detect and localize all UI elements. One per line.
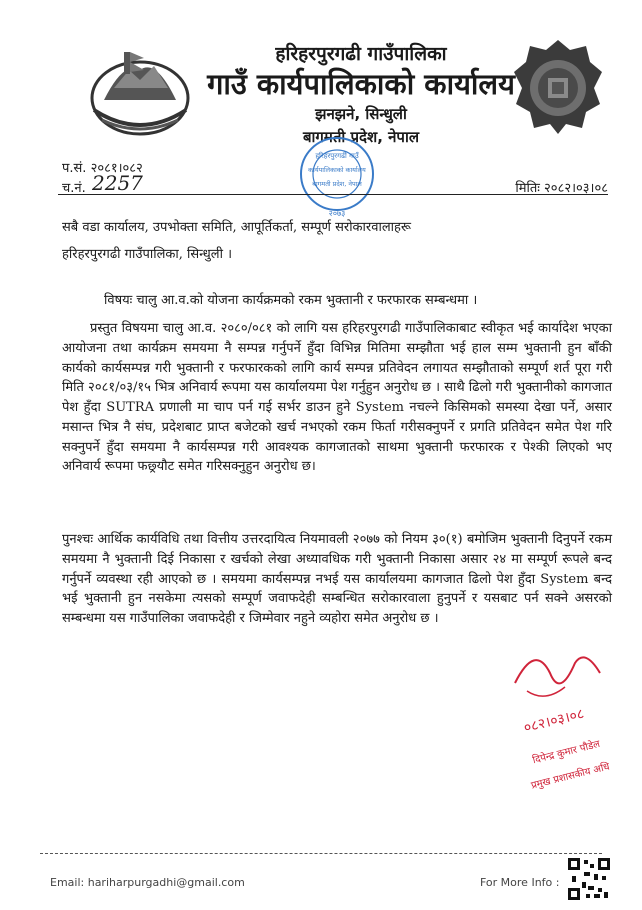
signature-name: दिपेन्द्र कुमार पौडेल <box>531 738 602 767</box>
stamp-line2: कार्यपालिकाको कार्यालय <box>308 166 366 174</box>
chalani-number: 2257 <box>92 171 143 195</box>
subject: विषयः चालु आ.व.को योजना कार्यक्रमको रकम भुक्तानी र फरफारक सम्बन्धमा । <box>104 293 478 308</box>
office-round-stamp <box>296 132 378 220</box>
signature-stamp <box>505 643 630 798</box>
stamp-line1: हरिहरपुरगढी गाउँ <box>315 152 359 160</box>
footer-divider <box>40 853 602 854</box>
footer-email: Email: hariharpurgadhi@gmail.com <box>50 876 245 889</box>
footer-more-info: For More Info : <box>480 876 560 889</box>
municipality-name: हरिहरपुरगढी गाउँपालिका <box>275 43 447 65</box>
paragraph-2: पुनश्चः आर्थिक कार्यविधि तथा वित्तीय उत्तरदायित्व नियमावली २०७७ को नियम ३०(१) बमोजिम भुक्तानी दिनुपर्ने रकम समयमा नै भुक्तानी दिई निकासा र खर्चको लेखा अध्यावधिक गरी भुक्तानी निकासा असार २४ मा सम्पूर्ण रूपले बन्द गर्नुपर्ने व्यवस्था रही आएको छ । समयमा कार्यसम्पन्न नभई यस कार्यालयमा कागजात ढिलो पेश हुँदा System बन्द भई भुक्तानी हुन नसकेमा त्यसको सम्पूर्ण जवाफदेही सम्बन्धित सरोकारवाला हुनुपर्ने र यसबाट पर्न सक्ने असरको सम्बन्धमा यस गाउँपालिका जवाफदेही र जिम्मेवार नहुने व्यहोरा समेत अनुरोध छ । <box>62 532 612 626</box>
recipients-line1: सबै वडा कार्यालय, उपभोक्ता समिति, आपूर्तिकर्ता, सम्पूर्ण सरोकारवालाहरू <box>62 220 412 235</box>
recipients-line2: हरिहरपुरगढी गाउँपालिका, सिन्धुली । <box>62 247 232 262</box>
header-divider <box>58 194 608 195</box>
office-place: झनझने, सिन्धुली <box>315 105 407 123</box>
patra-sankhya: प.सं. २०८१।०८२ <box>62 161 143 176</box>
signature-title: प्रमुख प्रशासकीय अधि <box>530 761 611 792</box>
date: मितिः २०८२।०३।०८ <box>515 181 608 196</box>
paragraph-1: प्रस्तुत विषयमा चालु आ.व. २०८०/०८१ को लागि यस हरिहरपुरगढी गाउँपालिकाबाट स्वीकृत भई कार्यादेश भएका आयोजना तथा कार्यक्रम समयमा नै सम्पन्न गर्नुपर्ने हुँदा विभिन्न मितिमा सम्झौता भई हाल सम्म भुक्तानी हुन बाँकी कार्यको कार्यसम्पन्न गरी भुक्तानी र फरफारकको लागि कार्य सम्पन्न प्रतिवेदन लगायत सम्झौताको सम्पूर्ण शर्त पूरा गरी मिति २०८१/०३/१५ भित्र अनिवार्य रूपमा यस कार्यालयमा पेश गर्नुहुन अनुरोध छ । साथै ढिलो गरी भुक्तानीको कागजात पेश हुँदा SUTRA प्रणाली मा चाप पर्न गई सर्भर डाउन हुने System नचल्ने किसिमको समस्या देखा पर्ने, असार मसान्त भित्र नै संघ, प्रदेशबाट प्राप्त बजेटको खर्च नभएको रकम फिर्ता गरीसक्नुपर्ने र प्रगति प्रतिवेदन समेत पेश गरि सक्नुपर्ने हुँदा समयमा नै कार्यसम्पन्न गरी आवश्यक कागजातको साथमा भुक्तानी फरफारक र पेश्की लिएको भए अनिवार्य रूपमा फछ्र्यौट समेत गरिसक्नुहुन अनुरोध छ। <box>62 321 612 475</box>
office-name: गाउँ कार्यपालिकाको कार्यालय <box>207 67 515 101</box>
signature-date: ०८२।०३।०८ <box>522 705 586 737</box>
chalani-label: च.नं. <box>62 181 86 196</box>
qr-code-icon <box>568 858 610 900</box>
stamp-year: २०७३ <box>328 209 346 218</box>
stamp-line3: बागमती प्रदेश, नेपाल <box>312 180 362 188</box>
office-province: बागमती प्रदेश, नेपाल <box>302 128 420 146</box>
